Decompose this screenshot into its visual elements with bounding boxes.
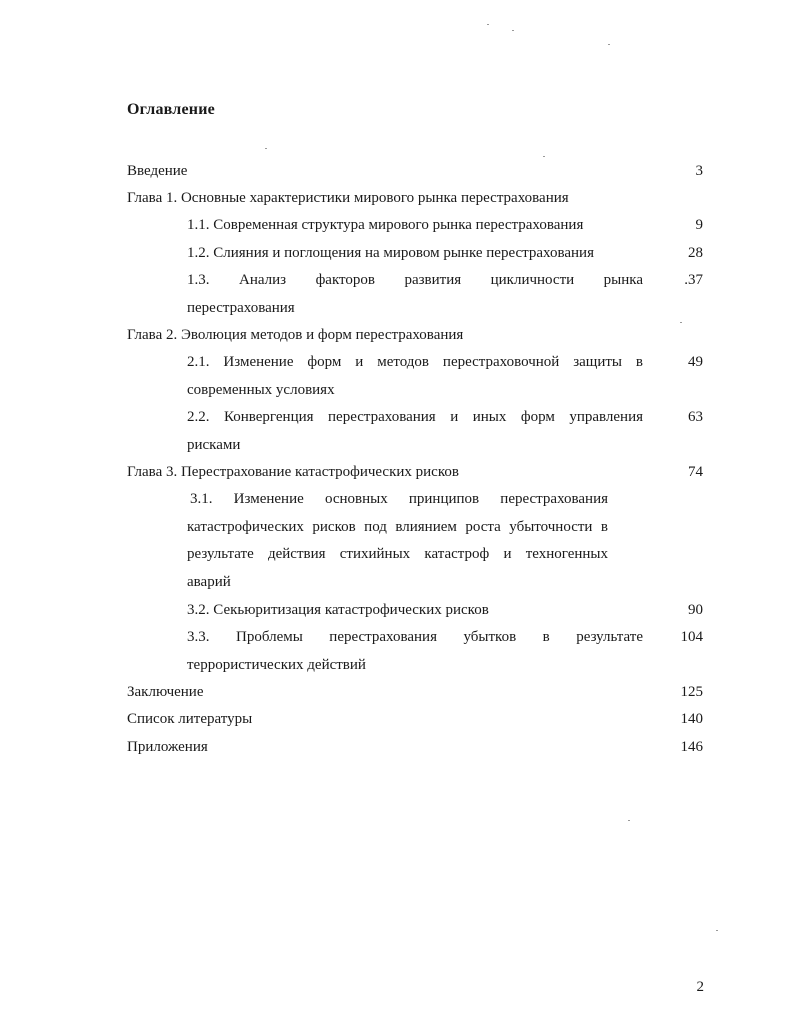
scan-speck <box>628 820 630 821</box>
toc-entry-3-3: 3.3. Проблемы перестрахования убытков в результате <box>187 629 643 645</box>
scan-speck <box>512 30 514 31</box>
toc-entry-2-1: 2.1. Изменение форм и методов перестраховочной защиты в <box>187 354 643 370</box>
scan-speck <box>716 930 718 931</box>
toc-entry-conclusion: Заключение <box>127 684 204 700</box>
page-number: 2 <box>696 979 704 995</box>
toc-page-3-3: 104 <box>680 629 703 645</box>
toc-entry-chapter-1: Глава 1. Основные характеристики мирового рынка перестрахования <box>127 190 569 206</box>
toc-entry-intro: Введение <box>127 163 188 179</box>
toc-entry-1-3-cont: перестрахования <box>187 300 295 316</box>
toc-entry-references: Список литературы <box>127 711 253 727</box>
toc-page-intro: 3 <box>695 163 703 179</box>
toc-entry-1-1: 1.1. Современная структура мирового рынка перестрахования <box>187 217 584 233</box>
toc-entry-1-2: 1.2. Слияния и поглощения на мировом рынке перестрахования <box>187 245 594 261</box>
toc-entry-3-1-cont-2: результате действия стихийных катастроф и техногенных <box>187 546 608 562</box>
scan-speck <box>608 44 610 45</box>
toc-page-chapter-3: 74 <box>688 464 703 480</box>
toc-entry-2-2: 2.2. Конвергенция перестрахования и иных форм управления <box>187 409 643 425</box>
toc-entry-3-2: 3.2. Секьюритизация катастрофических рисков <box>187 602 489 618</box>
toc-page-appendices: 146 <box>680 739 703 755</box>
toc-entry-appendices: Приложения <box>127 739 208 755</box>
toc-page-1-1: 9 <box>695 217 703 233</box>
scan-speck <box>265 148 267 149</box>
scan-speck <box>680 322 682 323</box>
toc-entry-chapter-3: Глава 3. Перестрахование катастрофических рисков <box>127 464 459 480</box>
toc-page-conclusion: 125 <box>680 684 703 700</box>
toc-entry-3-3-cont: террористических действий <box>187 657 366 673</box>
toc-entry-3-1-cont-3: аварий <box>187 574 231 590</box>
toc-page-1-2: 28 <box>688 245 703 261</box>
toc-page-1-3: .37 <box>684 272 703 288</box>
toc-entry-3-1: 3.1. Изменение основных принципов перестрахования <box>190 491 608 507</box>
toc-entry-2-2-cont: рисками <box>187 437 241 453</box>
toc-page-2-1: 49 <box>688 354 703 370</box>
toc-entry-1-3: 1.3. Анализ факторов развития цикличности рынка <box>187 272 643 288</box>
toc-entry-chapter-2: Глава 2. Эволюция методов и форм перестрахования <box>127 327 464 343</box>
toc-entry-2-1-cont: современных условиях <box>187 382 335 398</box>
toc-page-references: 140 <box>680 711 703 727</box>
toc-page-3-2: 90 <box>688 602 703 618</box>
toc-entry-3-1-cont-1: катастрофических рисков под влиянием роста убыточности в <box>187 519 608 535</box>
scan-speck <box>487 24 489 25</box>
toc-title: Оглавление <box>127 101 215 118</box>
toc-page-2-2: 63 <box>688 409 703 425</box>
scan-speck <box>543 156 545 157</box>
